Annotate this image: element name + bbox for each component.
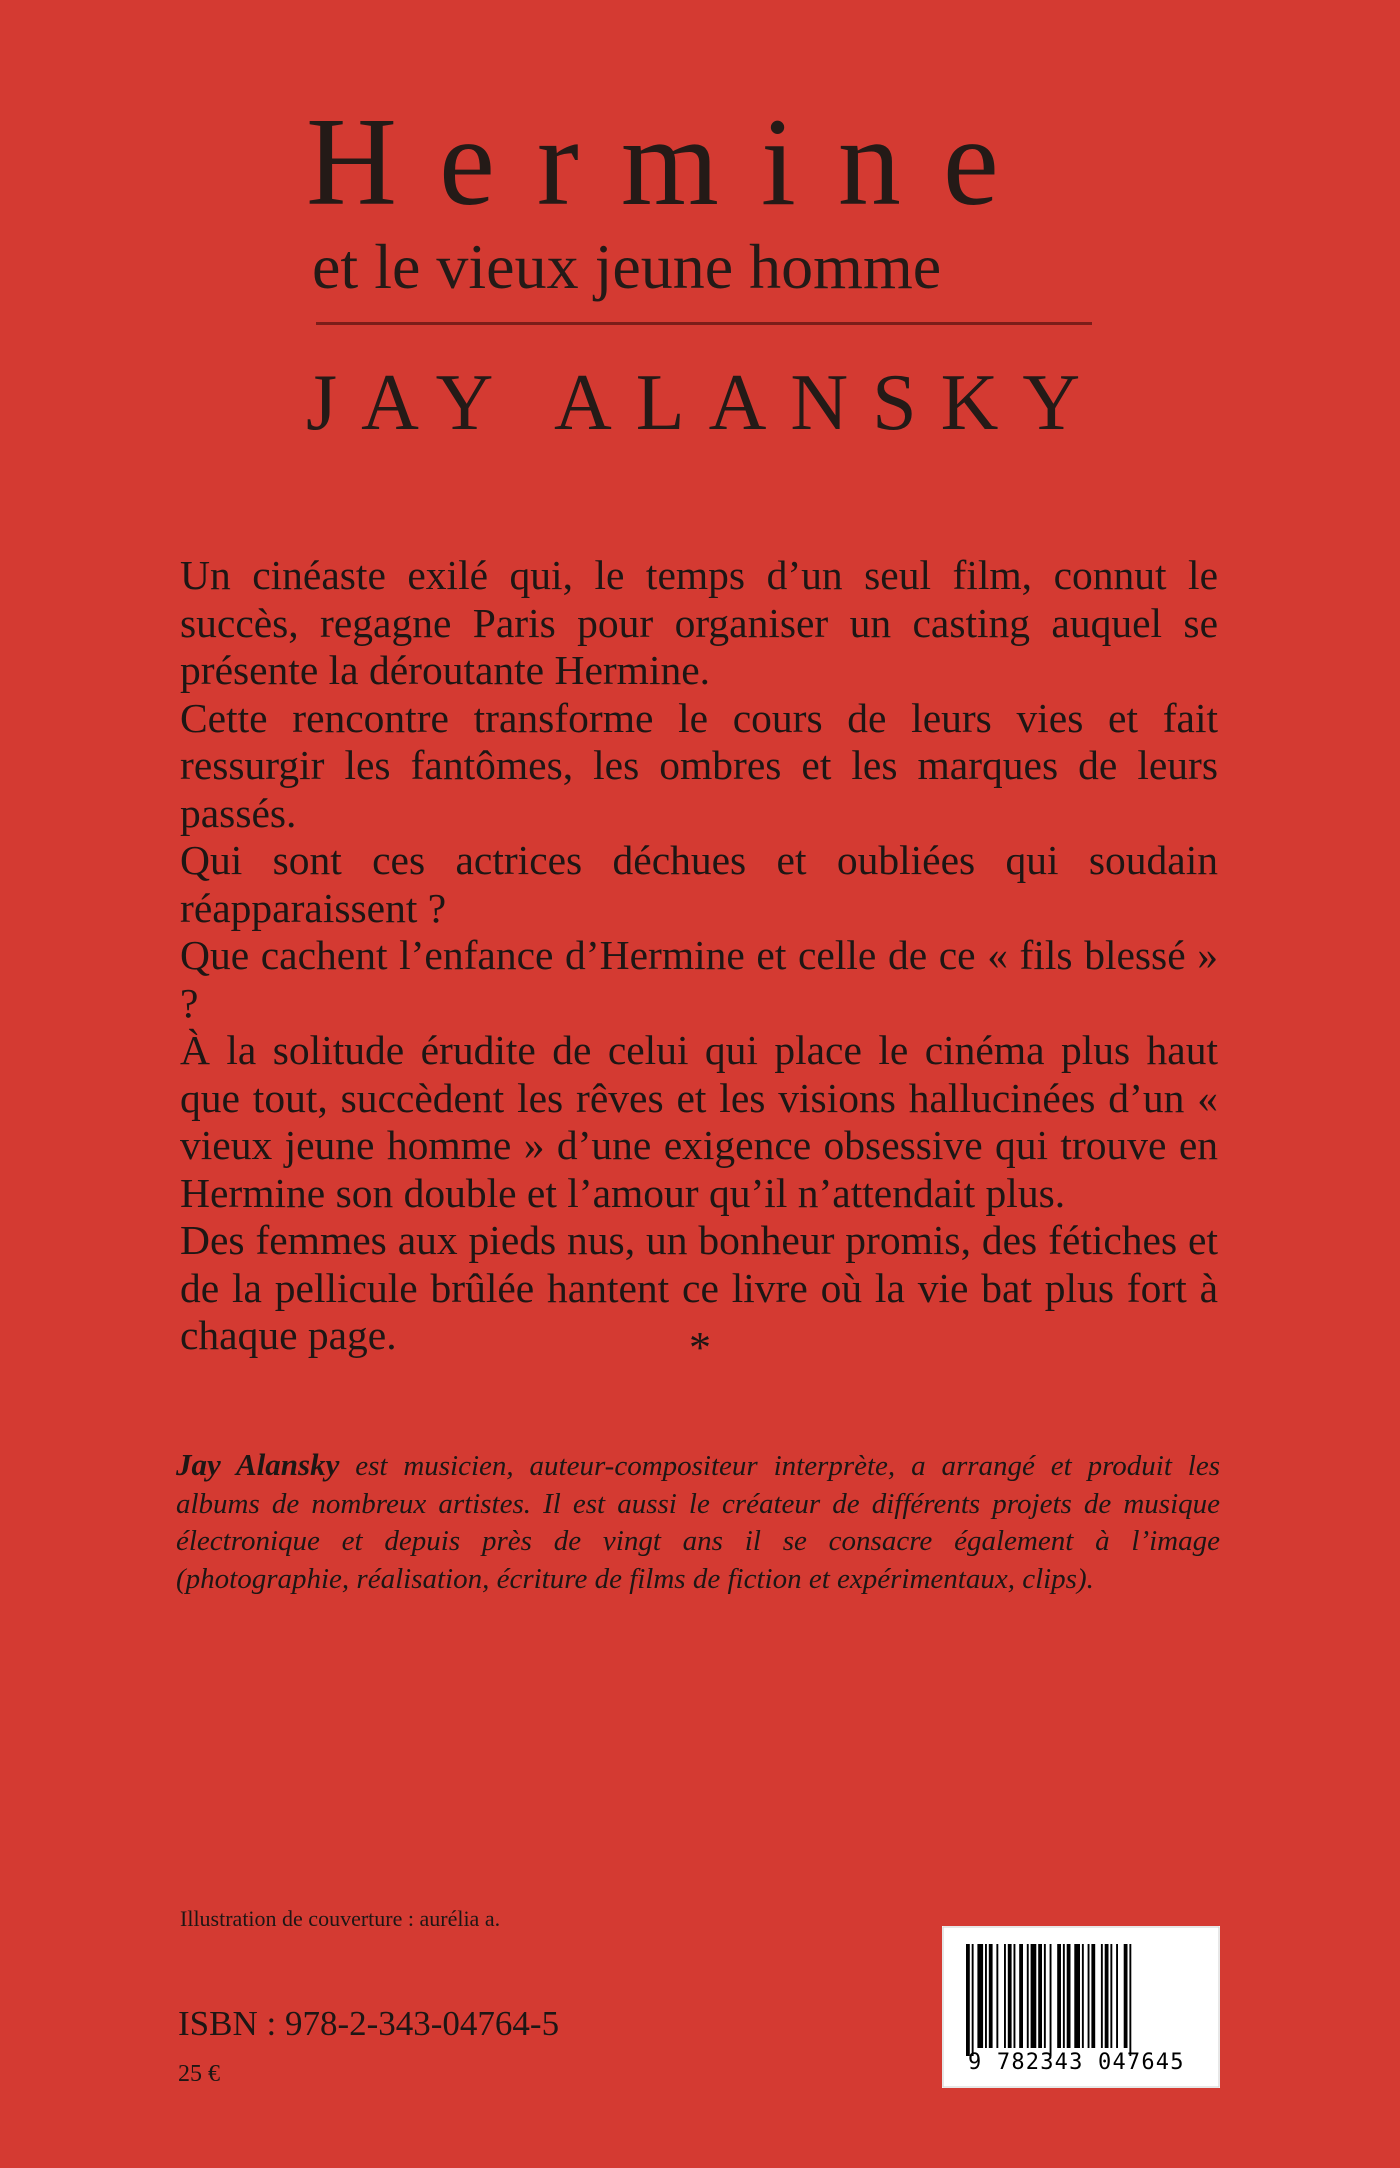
section-separator: *	[689, 1323, 711, 1372]
blurb-paragraph: Que cachent l’enfance d’Hermine et celle de ce « fils blessé » ?	[180, 932, 1218, 1026]
barcode-bar	[972, 1944, 974, 2056]
book-blurb	[180, 552, 1218, 1360]
author-bio-name: Jay Alansky	[176, 1447, 340, 1482]
barcode-bar	[1019, 1944, 1023, 2048]
barcode-bar	[1091, 1944, 1095, 2048]
blurb-paragraph: Des femmes aux pieds nus, un bonheur promis, des fétiches et de la pellicule brûlée hantent ce livre où la vie bat plus fort à chaque page.	[180, 1217, 1218, 1358]
barcode-bar	[1067, 1944, 1071, 2048]
barcode-bar	[989, 1944, 993, 2048]
barcode-bar	[1004, 1944, 1006, 2048]
author-bio	[176, 1446, 1220, 1598]
illustration-credit: Illustration de couverture : aurélia a.	[180, 1906, 501, 1931]
barcode-bar	[1124, 1944, 1128, 2048]
author-bio-text: est musicien, auteur-compositeur interprète, a arrangé et produit les albums de nombreux artistes. Il est aussi le créateur de différents projets de musique électronique et depuis près de vingt ans il se consacre également à l’image (photographie, réalisation, écriture de films de fiction et expérimentaux, clips).	[176, 1450, 1220, 1595]
barcode-bar	[1110, 1944, 1112, 2048]
blurb-paragraph: À la solitude érudite de celui qui place le cinéma plus haut que tout, succèdent les rêves et les visions hallucinées d’un « vieux jeune homme » d’une exigence obsessive qui trouve en Hermine son double et l’amour qu’il n’attendait plus.	[180, 1027, 1218, 1216]
barcode-bar	[1101, 1944, 1103, 2048]
barcode-bar	[1014, 1944, 1016, 2048]
book-title: Hermine	[306, 93, 1041, 232]
barcode-bar	[1031, 1944, 1037, 2048]
barcode-bar	[1074, 1944, 1080, 2048]
barcode-bar	[1038, 1944, 1042, 2048]
book-price: 25 €	[178, 2061, 220, 2087]
barcode-bar	[1044, 1944, 1046, 2048]
isbn-number: ISBN : 978-2-343-04764-5	[178, 2004, 560, 2043]
blurb-paragraph: Cette rencontre transforme le cours de leurs vies et fait ressurgir les fantômes, les ombres et les marques de leurs passés.	[180, 694, 1218, 836]
blurb-paragraph: Qui sont ces actrices déchues et oubliées qui soudain réapparaissent ?	[180, 837, 1218, 931]
barcode-bar	[985, 1944, 987, 2048]
barcode-bar	[1063, 1944, 1065, 2048]
barcode-bar	[996, 1944, 998, 2048]
barcode-bar	[1008, 1944, 1012, 2048]
barcode-bar	[977, 1944, 983, 2048]
book-subtitle: et le vieux jeune homme	[312, 231, 942, 302]
barcode-bar	[1105, 1944, 1109, 2048]
barcode-bar	[1057, 1944, 1061, 2048]
barcode-box	[942, 1926, 1220, 2088]
barcode-bar	[1082, 1944, 1084, 2048]
barcode-bar	[1088, 1944, 1090, 2048]
barcode-digits: 9 782343 047645	[968, 2050, 1185, 2075]
title-divider	[316, 322, 1092, 325]
barcode-bar	[1027, 1944, 1029, 2048]
barcode-bar	[1129, 1944, 1131, 2056]
blurb-paragraph: Un cinéaste exilé qui, le temps d’un seul film, connut le succès, regagne Paris pour organiser un casting auquel se présente la déroutante Hermine.	[180, 552, 1218, 693]
barcode-bar	[966, 1944, 970, 2056]
barcode-bar	[1050, 1944, 1052, 2056]
book-author: JAY ALANSKY	[306, 359, 1105, 447]
barcode-bar	[1116, 1944, 1118, 2048]
